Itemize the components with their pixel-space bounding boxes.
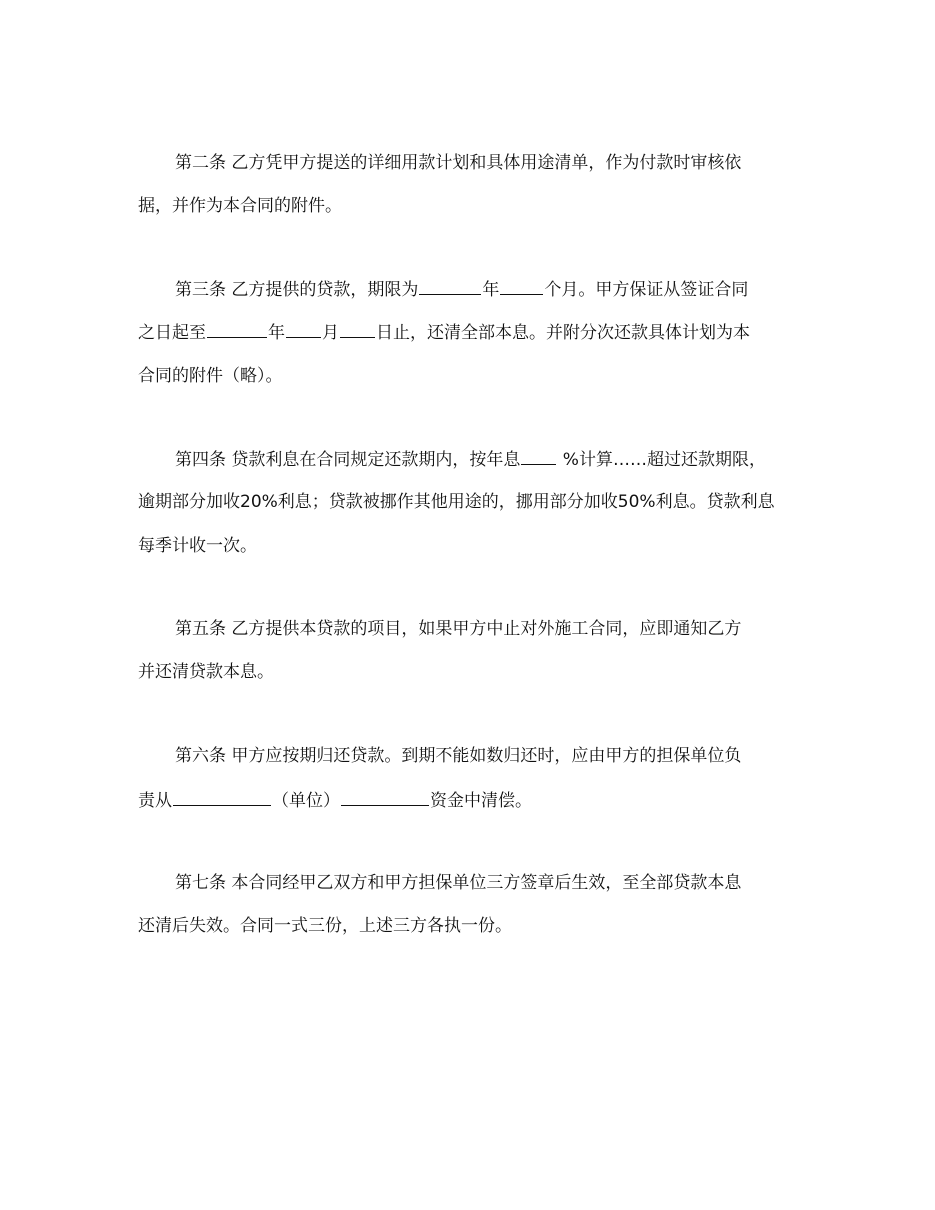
article-2-line-2 [138,195,342,217]
article-6-line-2 [138,789,532,812]
article-6-text-2c: 资金中清偿。 [430,791,532,811]
article-6-line-1 [175,745,741,767]
article-7-line-1 [175,872,741,894]
article-2-text-1: 第二条 乙方凭甲方提送的详细用款计划和具体用途清单，作为付款时审核依 [175,153,742,173]
blank-interest-rate [521,448,556,465]
article-3-text-2b: 年 [268,323,285,343]
article-4-line-2 [138,491,775,513]
blank-term-years [419,278,481,295]
article-3-text-2d: 日止，还清全部本息。并附分次还款具体计划为本 [376,323,750,343]
article-5-line-1 [175,618,741,640]
article-2-line-1 [175,152,741,174]
article-3-text-2c: 月 [322,323,339,343]
article-3-line-3 [138,365,283,387]
article-2-text-2: 据，并作为本合同的附件。 [138,196,342,216]
article-3-text-1c: 个月。甲方保证从签证合同 [544,280,749,300]
blank-end-month [286,321,321,338]
blank-guarantor-unit [173,789,271,806]
article-7-text-1: 第七条 本合同经甲乙双方和甲方担保单位三方签章后生效，至全部贷款本息 [175,873,742,893]
article-3-text-2a: 之日起至 [138,323,206,343]
blank-end-year [207,321,267,338]
article-5-text-1: 第五条 乙方提供本贷款的项目，如果甲方中止对外施工合同，应即通知乙方 [175,619,742,639]
article-6-text-2a: 责从 [138,791,172,811]
article-7-line-2 [138,915,512,937]
article-5-line-2 [138,661,274,683]
article-4-text-1a: 第四条 贷款利息在合同规定还款期内，按年息 [175,450,521,470]
article-3-line-2 [138,321,750,344]
article-4-text-1b: %计算……超过还款期限， [557,450,766,470]
article-4-line-3 [138,535,257,557]
article-4-text-2: 逾期部分加收20%利息；贷款被挪作其他用途的，挪用部分加收50%利息。贷款利息 [138,492,775,512]
article-5-text-2: 并还清贷款本息。 [138,662,274,682]
article-3-text-3: 合同的附件（略）。 [138,366,283,386]
blank-term-months [500,278,543,295]
blank-guarantor-funds [341,789,429,806]
article-4-text-3: 每季计收一次。 [138,536,257,556]
article-4-line-1 [175,448,766,471]
article-3-text-1b: 年 [482,280,500,300]
article-3-line-1 [175,278,748,301]
article-6-text-1: 第六条 甲方应按期归还贷款。到期不能如数归还时，应由甲方的担保单位负 [175,746,742,766]
article-6-text-2b: （单位） [272,791,340,811]
article-3-text-1a: 第三条 乙方提供的贷款，期限为 [175,280,419,300]
article-7-text-2: 还清后失效。合同一式三份，上述三方各执一份。 [138,916,512,936]
blank-end-day [340,321,375,338]
